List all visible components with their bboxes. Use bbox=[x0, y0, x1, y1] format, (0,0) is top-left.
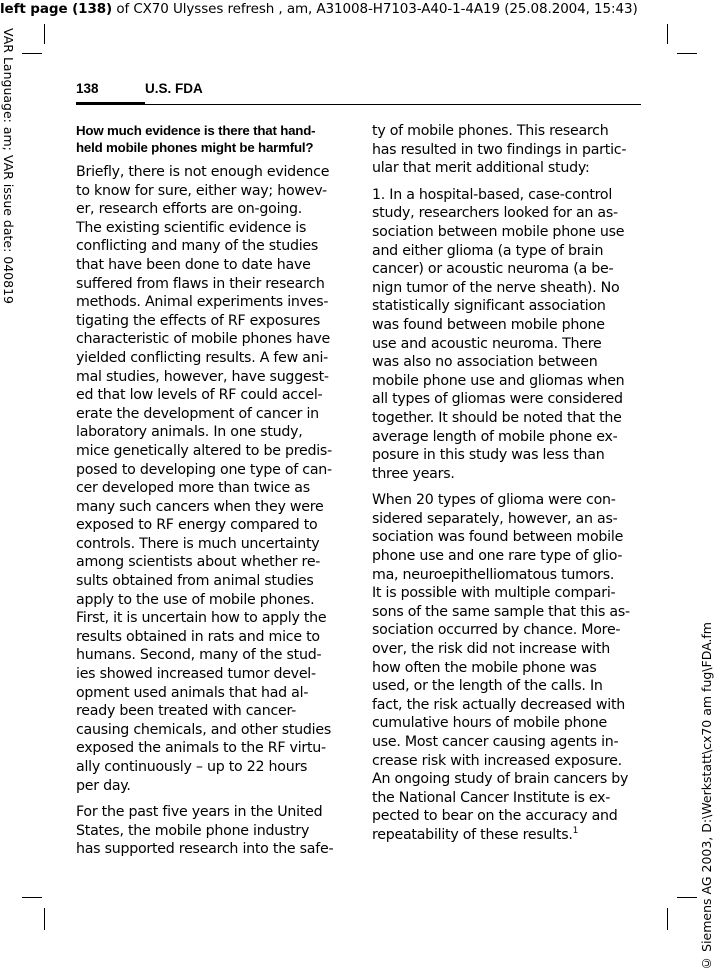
print-header-info: of CX70 Ulysses refresh , am, A31008-H7103-A40-1-4A19 (25.08.2004, 15:43) bbox=[112, 1, 638, 17]
crop-mark bbox=[667, 24, 668, 44]
text-line: humans. Second, many of the stud- bbox=[76, 647, 322, 664]
text-line: opment used animals that had al- bbox=[76, 684, 309, 701]
text-line: posed to developing one type of can- bbox=[76, 461, 332, 478]
text-line: An ongoing study of brain cancers by bbox=[372, 771, 629, 788]
heading-line: held mobile phones might be harmful? bbox=[76, 140, 314, 155]
text-line: ies showed increased tumor devel- bbox=[76, 666, 316, 683]
text-line: has resulted in two findings in partic- bbox=[372, 141, 627, 158]
text-line: Briefly, there is not enough evidence bbox=[76, 164, 330, 180]
text-line: cancer) or acoustic neuroma (a be- bbox=[372, 261, 614, 278]
text-line: statistically significant association bbox=[372, 298, 606, 315]
text-line: mobile phone use and gliomas when bbox=[372, 372, 625, 389]
text-line: sidered separately, however, an as- bbox=[372, 510, 618, 527]
footnote-marker: 1 bbox=[572, 825, 579, 836]
text-line: characteristic of mobile phones have bbox=[76, 331, 331, 348]
text-line: laboratory animals. In one study, bbox=[76, 424, 303, 441]
side-note-right: © Siemens AG 2003, D:\Werkstatt\cx70 am fug\FDA.fm bbox=[699, 622, 714, 971]
text-line: over, the risk did not increase with bbox=[372, 641, 610, 658]
text-line: many such cancers when they were bbox=[76, 498, 324, 515]
print-header bbox=[0, 0, 715, 18]
text-line: average length of mobile phone ex- bbox=[372, 428, 618, 445]
text-line: The existing scientific evidence is bbox=[76, 219, 307, 236]
paragraph bbox=[372, 122, 639, 178]
text-line: er, research efforts are on-going. bbox=[76, 201, 303, 218]
text-line: ready been treated with cancer- bbox=[76, 703, 297, 720]
crop-mark bbox=[677, 53, 697, 54]
text-line: use. Most cancer causing agents in- bbox=[372, 734, 619, 750]
header-rule-thin bbox=[145, 104, 641, 105]
text-line: use and acoustic neuroma. There bbox=[372, 335, 602, 352]
text-line: For the past five years in the United bbox=[76, 804, 323, 821]
text-line: mice genetically altered to be predis- bbox=[76, 442, 332, 459]
text-line: ally continuously – up to 22 hours bbox=[76, 759, 308, 775]
text-line: crease risk with increased exposure. bbox=[372, 752, 622, 769]
text-line: cer developed more than twice as bbox=[76, 480, 310, 497]
text-line: It is possible with multiple compari- bbox=[372, 585, 616, 602]
crop-mark bbox=[667, 908, 668, 930]
text-line: methods. Animal experiments inves- bbox=[76, 294, 329, 311]
text-line: controls. There is much uncertainty bbox=[76, 535, 320, 552]
text-line: States, the mobile phone industry bbox=[76, 822, 310, 839]
text-line: has supported research into the safe- bbox=[76, 841, 334, 858]
text-line-content: repeatability of these results. bbox=[372, 826, 573, 843]
text-line: to know for sure, either way; howev- bbox=[76, 182, 327, 199]
text-line: all types of gliomas were considered bbox=[372, 391, 623, 408]
print-header-page: left page (138) bbox=[0, 1, 113, 17]
text-line: exposed the animals to the RF virtu- bbox=[76, 740, 326, 757]
text-line: how often the mobile phone was bbox=[372, 659, 597, 676]
text-line: three years. bbox=[372, 465, 455, 482]
text-line: together. It should be noted that the bbox=[372, 409, 622, 426]
text-line: ty of mobile phones. This research bbox=[372, 123, 609, 139]
text-line: conflicting and many of the studies bbox=[76, 238, 319, 255]
text-line: First, it is uncertain how to apply the bbox=[76, 610, 327, 627]
text-line: results obtained in rats and mice to bbox=[76, 628, 320, 645]
text-line: When 20 types of glioma were con- bbox=[372, 492, 616, 509]
text-line: mal studies, however, have suggest- bbox=[76, 368, 329, 385]
text-line: apply to the use of mobile phones. bbox=[76, 591, 315, 608]
section-title: U.S. FDA bbox=[145, 81, 203, 96]
paragraph bbox=[372, 186, 639, 484]
text-line: study, researchers looked for an as- bbox=[372, 205, 618, 222]
crop-mark bbox=[44, 908, 45, 930]
text-line: sociation between mobile phone use bbox=[372, 223, 625, 240]
heading-line: How much evidence is there that hand- bbox=[76, 123, 316, 138]
text-line: and either glioma (a type of brain bbox=[372, 242, 604, 259]
text-line: erate the development of cancer in bbox=[76, 405, 319, 422]
text-line: was also no association between bbox=[372, 354, 598, 371]
side-note-left: VAR Language: am; VAR issue date: 040819 bbox=[1, 28, 16, 304]
text-line: causing chemicals, and other studies bbox=[76, 721, 331, 738]
text-line: among scientists about whether re- bbox=[76, 554, 321, 571]
text-line: cumulative hours of mobile phone bbox=[372, 715, 607, 732]
text-line: used, or the length of the calls. In bbox=[372, 678, 603, 695]
left-column bbox=[76, 122, 343, 867]
text-line: phone use and one rare type of glio- bbox=[372, 548, 623, 565]
text-line: suffered from flaws in their research bbox=[76, 275, 325, 292]
text-line: pected to bear on the accuracy and bbox=[372, 808, 618, 825]
header-rule-thick bbox=[76, 102, 145, 105]
text-line: that have been done to date have bbox=[76, 256, 311, 273]
text-line: ma, neuroepithelliomatous tumors. bbox=[372, 566, 615, 583]
crop-mark bbox=[677, 897, 697, 898]
text-line: nign tumor of the nerve sheath). No bbox=[372, 279, 620, 296]
text-line: per day. bbox=[76, 777, 131, 794]
text-line: fact, the risk actually decreased with bbox=[372, 696, 626, 713]
text-line: posure in this study was less than bbox=[372, 447, 605, 464]
paragraph bbox=[76, 163, 343, 795]
page-number: 138 bbox=[76, 81, 99, 96]
paragraph bbox=[372, 491, 639, 844]
text-line: was found between mobile phone bbox=[372, 316, 605, 333]
crop-mark bbox=[22, 897, 42, 898]
text-line: 1. In a hospital-based, case-control bbox=[372, 186, 613, 203]
text-line: sults obtained from animal studies bbox=[76, 573, 314, 590]
text-line: sons of the same sample that this as- bbox=[372, 603, 630, 620]
text-line bbox=[372, 826, 639, 845]
right-column bbox=[372, 122, 639, 853]
crop-mark bbox=[44, 24, 45, 44]
text-line: tigating the effects of RF exposures bbox=[76, 312, 321, 329]
text-line: exposed to RF energy compared to bbox=[76, 517, 318, 534]
paragraph bbox=[76, 803, 343, 859]
section-heading bbox=[76, 122, 343, 156]
text-line: sociation was found between mobile bbox=[372, 529, 624, 546]
crop-mark bbox=[22, 53, 42, 54]
text-line: yielded conflicting results. A few ani- bbox=[76, 349, 329, 366]
text-line: ed that low levels of RF could accel- bbox=[76, 387, 323, 404]
text-line: the National Cancer Institute is ex- bbox=[372, 789, 611, 806]
text-line: ular that merit additional study: bbox=[372, 160, 590, 177]
text-line: sociation occurred by chance. More- bbox=[372, 622, 621, 639]
